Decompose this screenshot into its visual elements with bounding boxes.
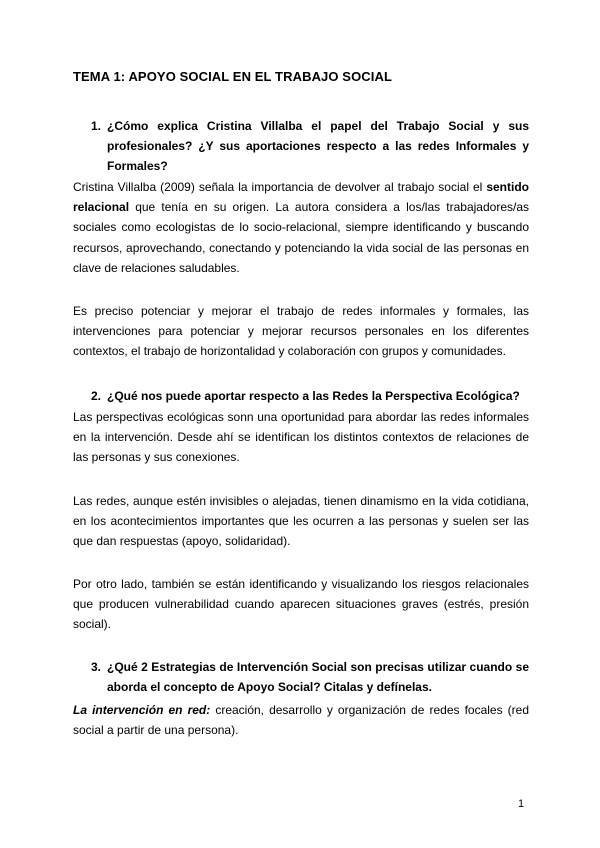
paragraph-1-bold: sentido relacional — [73, 180, 529, 215]
question-3-number: 3. — [91, 660, 102, 674]
page-number: 1 — [518, 798, 525, 810]
question-2-number: 2. — [91, 389, 102, 403]
paragraph-1 — [73, 177, 529, 278]
paragraph-6-text: creación, desarrollo y organización de redes focales (red social a partir de una persona). — [73, 703, 529, 738]
paragraph-2: Es preciso potenciar y mejorar el trabajo de redes informales y formales, las intervenciones para potenciar y mejorar recursos personales en los diferentes contextos, el trabajo de horizontalidad y colaboración con grupos y comunidades. — [73, 304, 529, 359]
question-1 — [91, 116, 529, 176]
question-3-text: ¿Qué 2 Estrategias de Intervención Social son precisas utilizar cuando se aborda el concepto de Apoyo Social? Citalas y defínelas. — [107, 660, 529, 694]
question-2-text: ¿Qué nos puede aportar respecto a las Redes la Perspectiva Ecológica? — [107, 389, 520, 403]
paragraph-1-end: que tenía en su origen. La autora considera a los/las trabajadores/as sociales como ecologistas de lo socio-relacional, siempre identificando y buscando recursos, aprovechando, conectando y potenciando la vida social de las personas en clave de relaciones saludables. — [73, 200, 529, 275]
paragraph-6-lead: La intervención en red: — [73, 703, 211, 717]
paragraph-5: Por otro lado, también se están identificando y visualizando los riesgos relacionales que producen vulnerabilidad cuando aparecen situaciones graves (estrés, presión social). — [73, 577, 529, 632]
question-3 — [91, 657, 529, 697]
paragraph-3: Las perspectivas ecológicas sonn una oportunidad para abordar las redes informales en la intervención. Desde ahí se identifican los distintos contextos de relaciones de las personas y sus conexiones. — [73, 410, 529, 465]
paragraph-1-start: Cristina Villalba (2009) señala la importancia de devolver al trabajo social el — [73, 180, 487, 194]
question-1-number: 1. — [91, 119, 102, 133]
paragraph-4: Las redes, aunque estén invisibles o alejadas, tienen dinamismo en la vida cotidiana, en los acontecimientos importantes que les ocurren a las personas y suelen ser las que dan respuestas (apoyo, solidaridad). — [73, 494, 529, 549]
question-1-text: ¿Cómo explica Cristina Villalba el papel del Trabajo Social y sus profesionales? ¿Y sus aportaciones respecto a las redes Informales y Formales? — [107, 119, 529, 173]
document-title: TEMA 1: APOYO SOCIAL EN EL TRABAJO SOCIAL — [73, 69, 393, 84]
paragraph-6 — [73, 700, 529, 740]
question-2 — [91, 386, 529, 406]
